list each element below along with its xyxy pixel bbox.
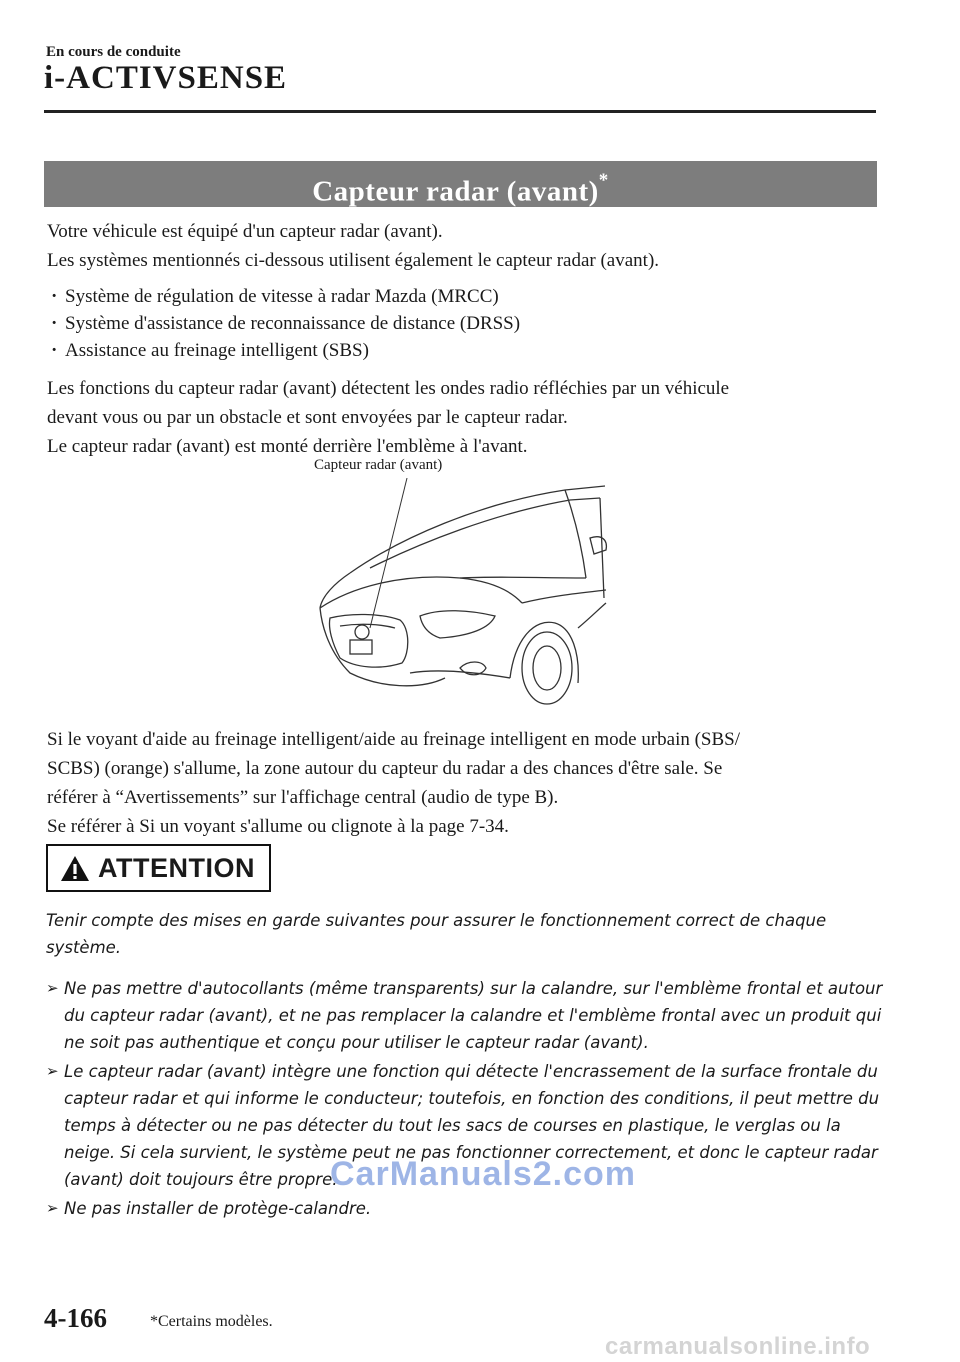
list-item: · Système de régulation de vitesse à radar Mazda (MRCC) (47, 283, 520, 310)
intro-line-2: Les systèmes mentionnés ci-dessous utilisent également le capteur radar (avant). (47, 250, 660, 271)
indicator-line-3: référer à “Avertissements” sur l'affichage central (audio de type B). (47, 787, 559, 808)
list-item: ➢ Le capteur radar (avant) intègre une fonction qui détecte l'encrassement de la surface frontale du capteur radar et qui informe le conducteur; toutefois, en fonction des conditions, il peut mettre du temps à détecter ou ne pas détecter du tout les sacs de courses en plastique, le verglas ou la neige. Si cela survient, le système peut ne pas fonctionner correctement, et donc le capteur radar (avant) doit toujours être propre. (46, 1058, 886, 1193)
functions-paragraph (47, 374, 887, 461)
figure-callout-label: Capteur radar (avant) (314, 457, 443, 473)
banner-title: Capteur radar (avant) (312, 175, 599, 208)
header-divider (44, 110, 876, 113)
watermark-text: CarManuals2.com (330, 1155, 636, 1193)
attention-box (46, 844, 271, 892)
footer-site-watermark: carmanualsonline.info (605, 1333, 871, 1360)
indicator-line-4: Se référer à Si un voyant s'allume ou clignote à la page 7-34. (47, 816, 509, 837)
systems-list (47, 283, 520, 364)
list-item: · Système d'assistance de reconnaissance de distance (DRSS) (47, 310, 520, 337)
indicator-paragraph (47, 725, 887, 841)
list-item: ➢ Ne pas mettre d'autocollants (même transparents) sur la calandre, sur l'emblème frontal et autour du capteur radar (avant), et ne pas remplacer la calandre et l'emblème frontal avec un produit qui ne soit pas authentique et conçu pour utiliser le capteur radar (avant). (46, 975, 886, 1056)
car-front-illustration (310, 478, 610, 708)
functions-line-2: devant vous ou par un obstacle et sont envoyées par le capteur radar. (47, 407, 568, 428)
functions-line-1: Les fonctions du capteur radar (avant) détectent les ondes radio réfléchies par un véhicule (47, 378, 730, 399)
attention-intro: Tenir compte des mises en garde suivantes pour assurer le fonctionnement correct de chaque système. (46, 911, 827, 957)
functions-line-3: Le capteur radar (avant) est monté derrière l'emblème à l'avant. (47, 436, 528, 457)
footnote: *Certains modèles. (150, 1313, 273, 1330)
intro-paragraph (47, 217, 887, 275)
attention-label: ATTENTION (98, 852, 255, 883)
indicator-line-1: Si le voyant d'aide au freinage intelligent/aide au freinage intelligent en mode urbain (SBS/ (47, 729, 741, 750)
section-banner (44, 161, 877, 207)
section-label: En cours de conduite (46, 44, 181, 60)
page-title: i-ACTIVSENSE (44, 60, 288, 96)
page-number: 4-166 (44, 1303, 107, 1333)
banner-footnote-mark: * (598, 170, 609, 191)
indicator-line-2: SCBS) (orange) s'allume, la zone autour du capteur du radar a des chances d'être sale. Se (47, 758, 723, 779)
list-item: ➢ Ne pas installer de protège-calandre. (46, 1195, 886, 1222)
warning-icon (60, 855, 90, 882)
intro-line-1: Votre véhicule est équipé d'un capteur radar (avant). (47, 221, 443, 242)
list-item: · Assistance au freinage intelligent (SBS) (47, 337, 520, 364)
